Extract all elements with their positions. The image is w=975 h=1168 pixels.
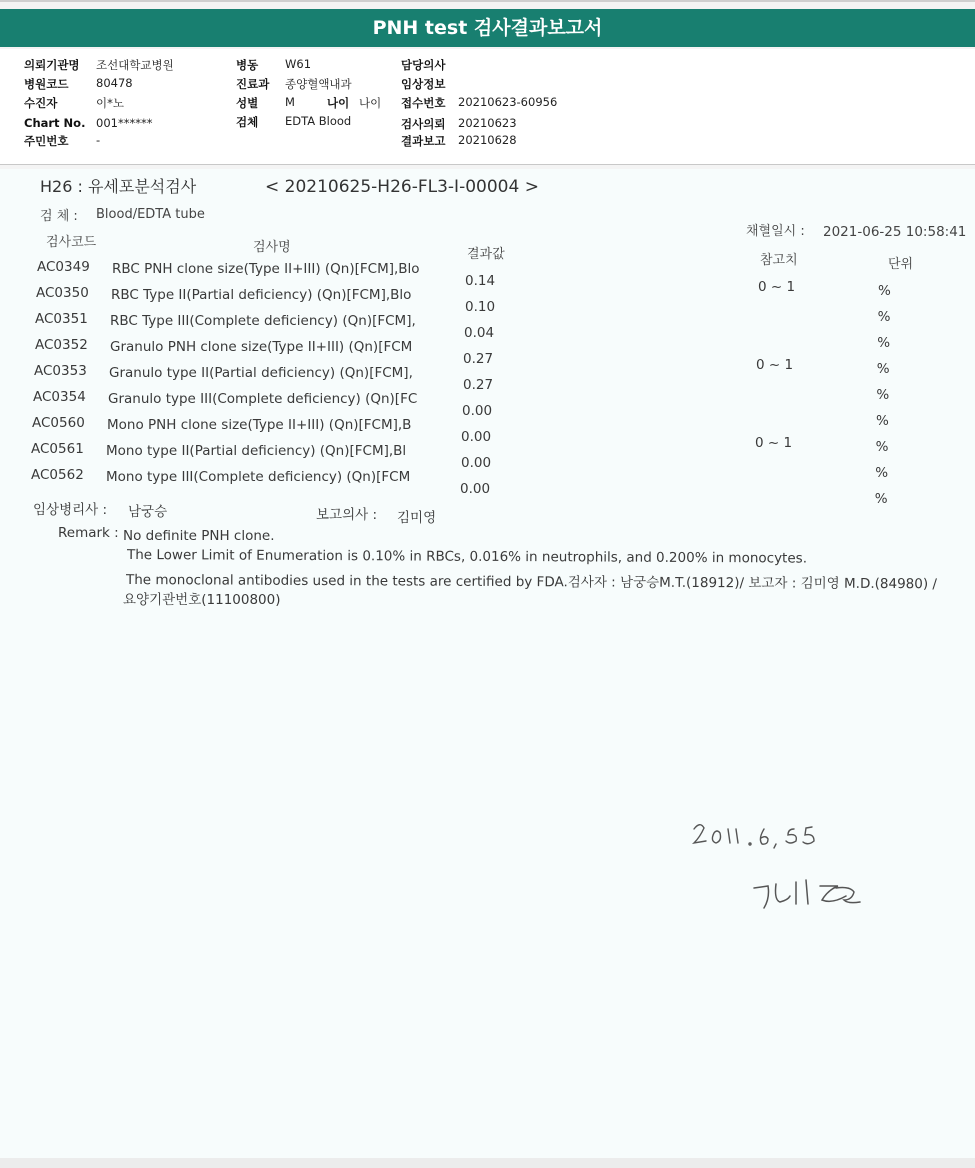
- specimen-value: Blood/EDTA tube: [96, 207, 205, 222]
- row-1-result: 0.14: [465, 273, 496, 289]
- row-7-reference: 0 ~ 1: [755, 435, 793, 451]
- remark-line-1: No definite PNH clone.: [123, 528, 275, 544]
- bottom-bar: [0, 1158, 975, 1168]
- reporting-physician-name: 김미영: [397, 510, 437, 526]
- collection-datetime-value: 2021-06-25 10:58:41: [823, 224, 967, 240]
- col-header-reference: 참고치: [760, 253, 798, 268]
- row-8-unit: %: [875, 465, 889, 481]
- label-hospital-code: 병원코드: [24, 77, 69, 91]
- row-6-unit: %: [876, 413, 889, 429]
- value-sex: M: [285, 95, 295, 109]
- row-3-name: RBC Type III(Complete deficiency) (Qn)[FCM],: [110, 313, 416, 329]
- row-6-name: Granulo type III(Complete deficiency) (Qn)[FC: [108, 391, 418, 407]
- col-header-result: 결과값: [467, 247, 505, 262]
- row-1-reference: 0 ~ 1: [758, 279, 796, 295]
- collection-datetime-label: 채혈일시 :: [746, 224, 805, 239]
- row-5-result: 0.27: [463, 377, 494, 393]
- row-1-code: AC0349: [37, 259, 90, 275]
- value-hospital-code: 80478: [96, 76, 133, 90]
- remark-line-4: 요양기관번호(11100800): [123, 592, 281, 608]
- value-requesting-institution: 조선대학교병원: [96, 58, 174, 72]
- clinical-pathologist-label: 임상병리사 :: [33, 502, 108, 518]
- scanned-report: [0, 169, 975, 1158]
- row-2-name: RBC Type II(Partial deficiency) (Qn)[FCM],Blo: [111, 287, 412, 303]
- row-2-code: AC0350: [36, 285, 89, 301]
- row-5-unit: %: [876, 387, 890, 403]
- row-4-result: 0.27: [463, 351, 494, 367]
- value-patient: 이*노: [96, 96, 124, 110]
- label-result-report: 결과보고: [401, 134, 446, 148]
- row-6-code: AC0354: [33, 389, 86, 405]
- accession-number: < 20210625-H26-FL3-I-00004 >: [265, 177, 539, 197]
- label-chart-no: Chart No.: [24, 116, 86, 130]
- value-test-request: 20210623: [458, 116, 517, 130]
- remark-line-2: The Lower Limit of Enumeration is 0.10% in RBCs, 0.016% in neutrophils, and 0.200% in monocytes.: [126, 547, 808, 567]
- label-receipt-no: 접수번호: [401, 96, 446, 110]
- col-header-code: 검사코드: [46, 235, 97, 250]
- label-requesting-institution: 의뢰기관명: [24, 58, 80, 72]
- top-border: [0, 0, 975, 2]
- row-4-name: Granulo PNH clone size(Type II+III) (Qn)[FCM: [110, 339, 413, 355]
- row-9-code: AC0562: [31, 467, 84, 483]
- row-9-unit: %: [874, 491, 888, 507]
- label-test-request: 검사의뢰: [401, 117, 446, 131]
- label-sex: 성별: [236, 96, 259, 110]
- value-receipt-no: 20210623-60956: [458, 95, 558, 109]
- row-4-reference: 0 ~ 1: [756, 357, 794, 373]
- label-age: 나이: [327, 96, 350, 110]
- row-8-name: Mono type II(Partial deficiency) (Qn)[FCM],Bl: [106, 443, 407, 459]
- remark-label: Remark :: [58, 525, 119, 541]
- specimen-label: 검 체 :: [40, 209, 78, 224]
- row-3-code: AC0351: [35, 311, 88, 327]
- label-department: 진료과: [236, 77, 270, 91]
- label-clinical-info: 임상정보: [401, 77, 446, 91]
- label-resident-no: 주민번호: [24, 134, 69, 148]
- row-3-unit: %: [877, 335, 891, 351]
- value-chart-no: 001******: [96, 116, 153, 130]
- col-header-name: 검사명: [253, 240, 291, 255]
- row-8-code: AC0561: [31, 441, 84, 457]
- patient-info-panel: [0, 49, 975, 165]
- row-1-unit: %: [878, 283, 891, 299]
- row-7-unit: %: [875, 439, 889, 455]
- row-7-name: Mono PNH clone size(Type II+III) (Qn)[FCM],B: [107, 417, 412, 433]
- handwritten-date: [690, 819, 840, 859]
- remark-line-3: The monoclonal antibodies used in the tests are certified by FDA.검사자 : 남궁승M.T.(18912)/ 보고자 : 김미영 M.D.(84980) /: [125, 572, 938, 593]
- row-5-name: Granulo type II(Partial deficiency) (Qn)[FCM],: [109, 365, 413, 381]
- value-ward: W61: [285, 57, 312, 71]
- row-1-name: RBC PNH clone size(Type II+III) (Qn)[FCM],Blo: [112, 261, 420, 277]
- test-title: H26 : 유세포분석검사: [40, 177, 197, 196]
- handwritten-signature: [750, 874, 875, 919]
- row-2-result: 0.10: [465, 299, 496, 315]
- row-7-result: 0.00: [461, 429, 492, 445]
- row-3-result: 0.04: [464, 325, 495, 341]
- reporting-physician-label: 보고의사 :: [316, 507, 378, 523]
- value-age: 나이: [359, 96, 382, 110]
- row-4-unit: %: [876, 361, 890, 377]
- value-department: 종양혈액내과: [285, 77, 352, 91]
- value-specimen: EDTA Blood: [285, 114, 352, 128]
- row-5-code: AC0353: [34, 363, 87, 379]
- col-header-unit: 단위: [888, 257, 914, 272]
- label-specimen: 검체: [236, 115, 259, 129]
- row-2-unit: %: [877, 309, 891, 325]
- clinical-pathologist-name: 남궁승: [128, 504, 168, 520]
- row-4-code: AC0352: [35, 337, 88, 353]
- row-7-code: AC0560: [32, 415, 85, 431]
- label-attending-physician: 담당의사: [401, 58, 446, 72]
- row-6-result: 0.00: [462, 403, 493, 419]
- label-ward: 병동: [236, 58, 259, 72]
- value-resident-no: -: [96, 133, 101, 147]
- row-8-result: 0.00: [461, 455, 492, 471]
- value-result-report: 20210628: [458, 133, 517, 147]
- report-title: PNH test 검사결과보고서: [0, 9, 975, 47]
- label-patient: 수진자: [24, 96, 58, 110]
- row-9-result: 0.00: [460, 481, 491, 497]
- row-9-name: Mono type III(Complete deficiency) (Qn)[FCM: [106, 469, 411, 485]
